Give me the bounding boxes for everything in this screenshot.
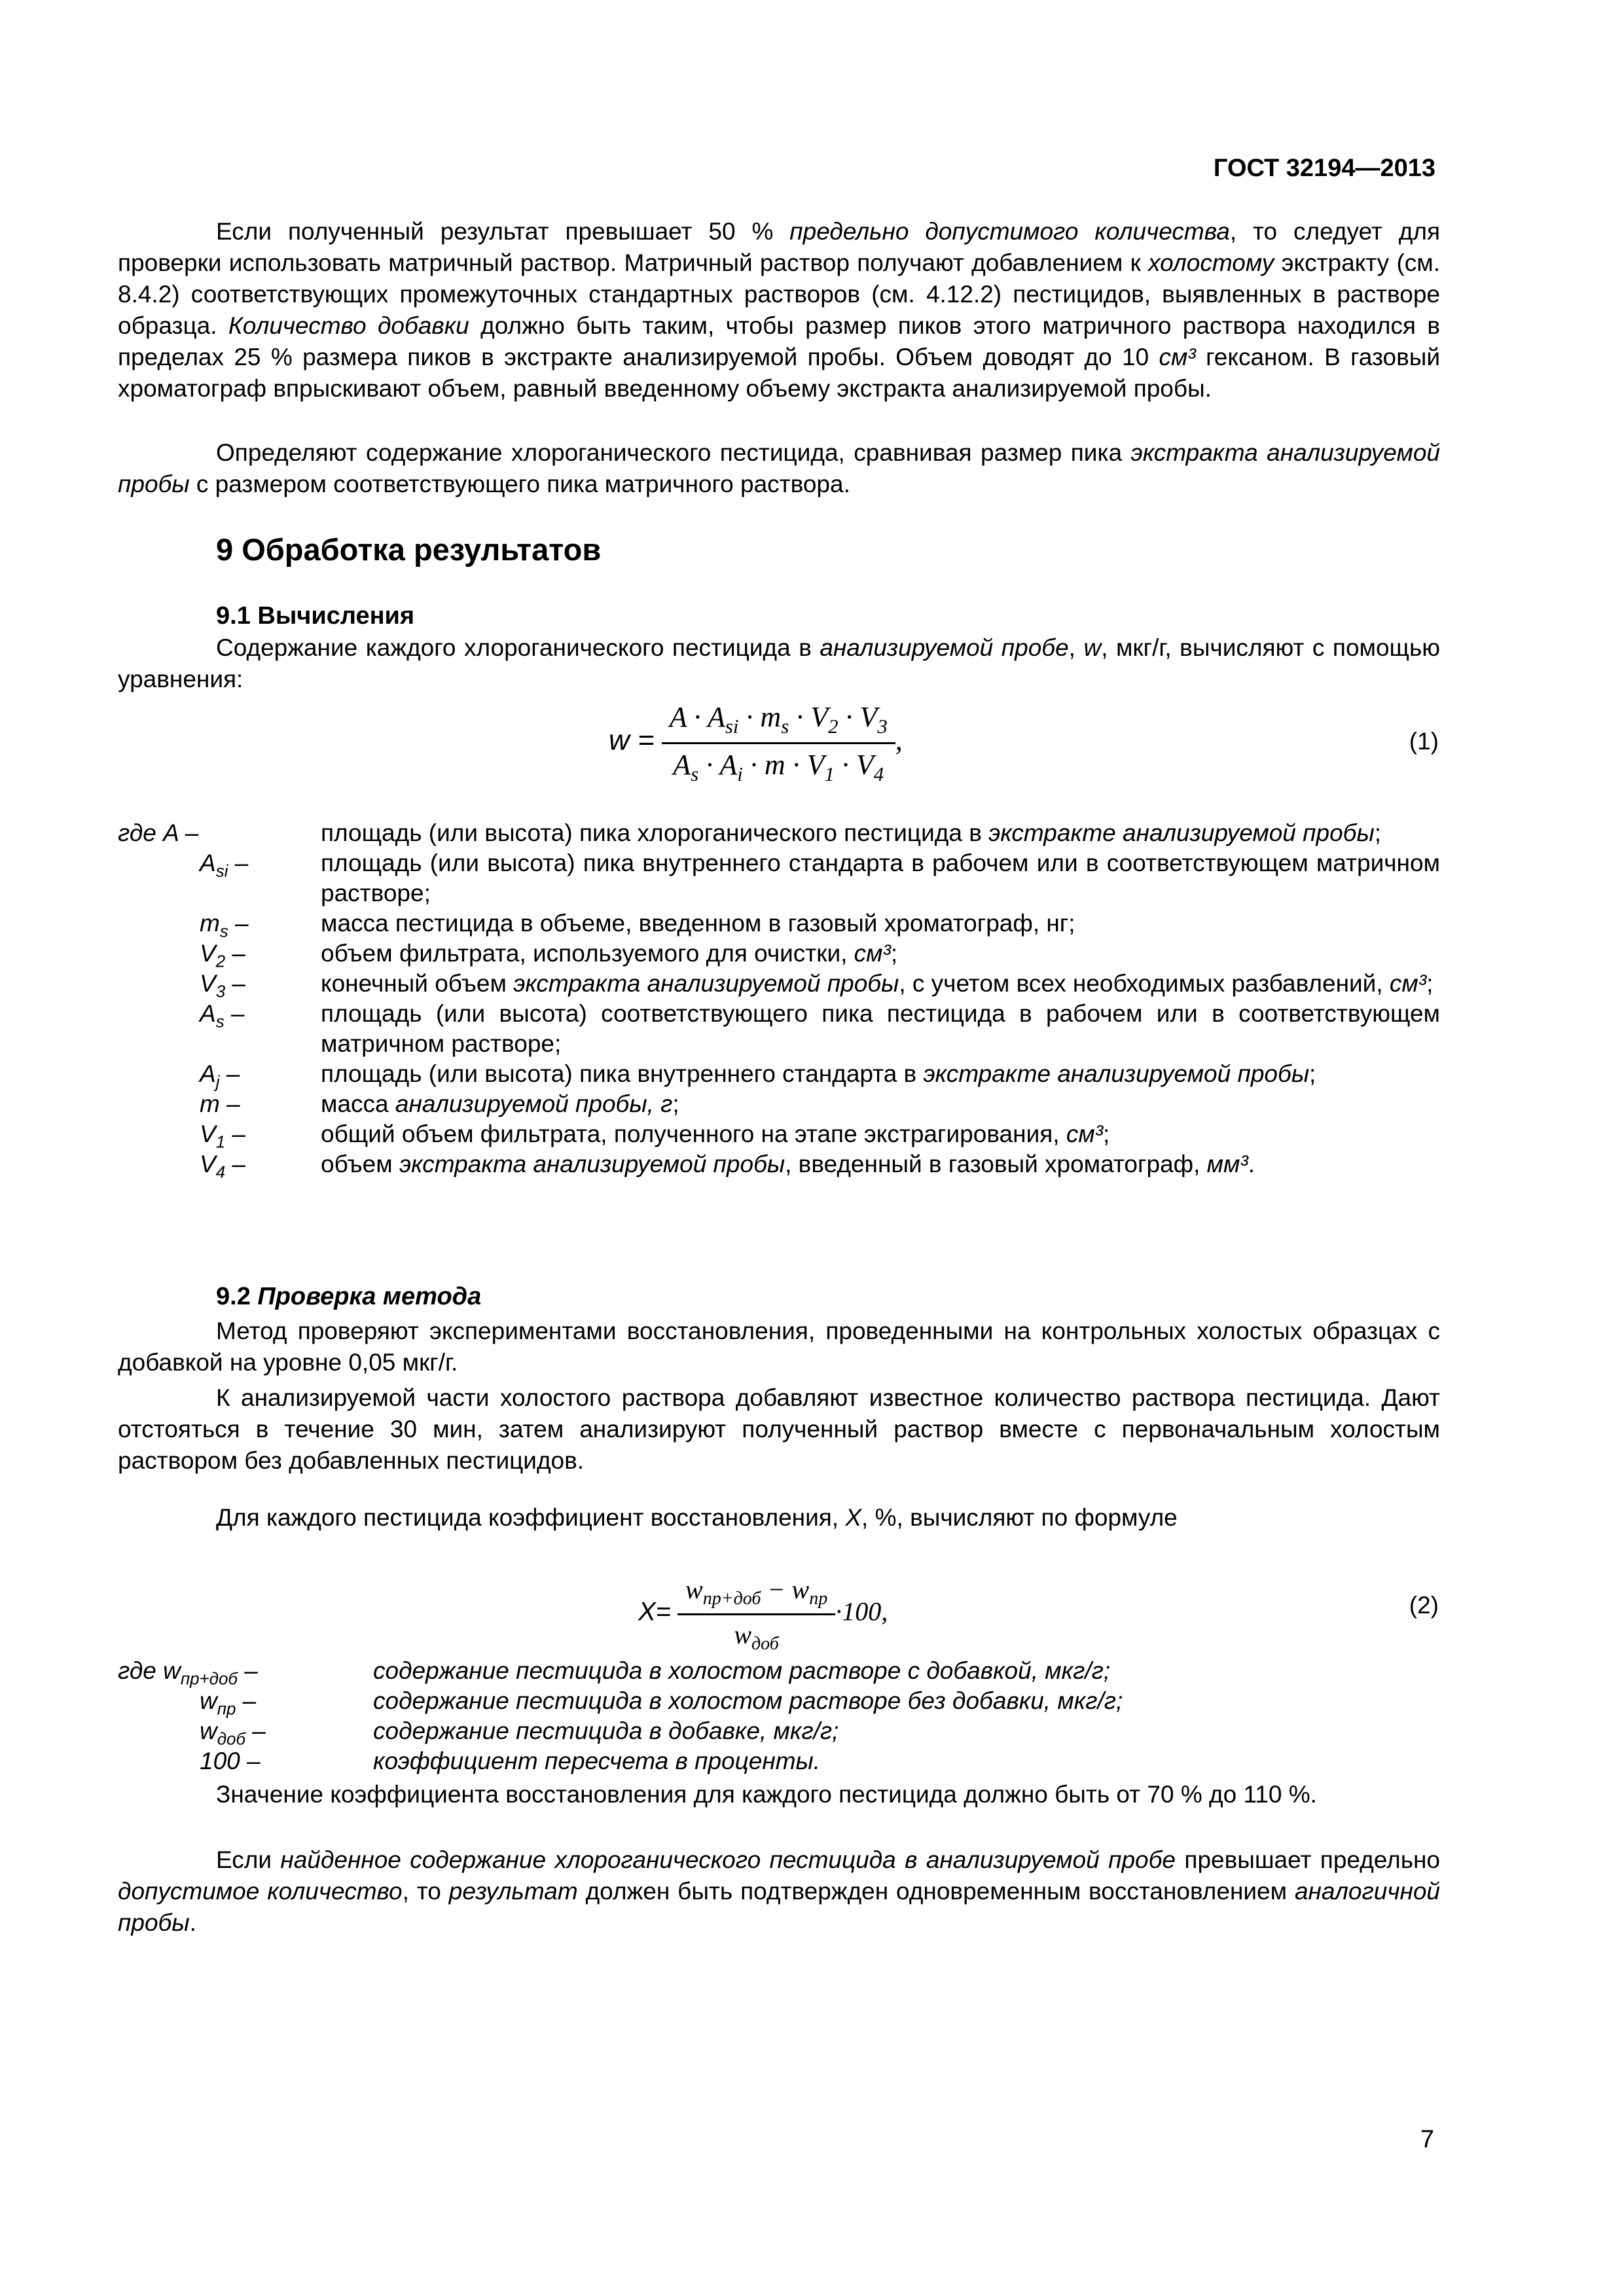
definition-text: объем экстракта анализируемой пробы, введенный в газовый хроматограф, мм³. [321,1151,1255,1177]
section-heading: 9 Обработка результатов [216,532,602,567]
definition-text: площадь (или высота) пика внутреннего стандарта в рабочем или в соответствующем матричном растворе; [321,850,1440,906]
definition-row [118,908,1440,939]
definition-symbol: $w_{доб}$ – [200,1717,266,1749]
definition-row [118,1089,1440,1119]
definition-row [118,848,1440,908]
definition-symbol: $A_{si}$ – [200,850,249,881]
formula-2: X= $\frac{w_{пр+доб} - w_{пр}}{w_{доб}}$ ·100, [638,1575,888,1654]
definition-symbol: $A_s$ – [200,1000,245,1031]
paragraph-matrix-solution: Если полученный результат превышает 50 % предельно допустимого количества, то следует для проверки использовать матричный раствор. Матричный раствор получают добавлением к холостому экстракту (см. 8.4.2) соответствующих промежуточных стандартных растворов (см. 4.12.2) пестицидов, выявленных в растворе образца. Количество добавки должно быть таким, чтобы размер пиков этого матричного раствора находился в пределах 25 % размера пиков в экстракте анализируемой пробы. Объем доводят до 10 см³ гексаном. В газовый хроматограф впрыскивают объем, равный введенному объему экстракта анализируемой пробы. [118,218,1440,402]
subsection-heading-calculations: 9.1 Вычисления [216,602,415,630]
definition-text: общий объем фильтрата, полученного на этапе экстрагирования, см³; [321,1121,1110,1147]
formula-2-definitions [118,1656,1440,1776]
definition-text: площадь (или высота) пика хлороганического пестицида в экстракте анализируемой пробы; [321,819,1381,846]
formula-1-number: (1) [1409,728,1439,755]
definition-row [118,999,1440,1059]
definition-symbol: 100 – [200,1748,261,1774]
formula-2-fraction [677,1574,835,1655]
definition-text: масса анализируемой пробы, г; [321,1090,679,1117]
definition-symbol: где $w_{пр+доб}$ – [118,1657,258,1689]
definition-symbol: $V_3$ – [200,970,245,1001]
definition-symbol: $A_j$ – [200,1060,240,1092]
definition-row [118,1059,1440,1092]
definition-row [118,1746,1440,1776]
definition-symbol: $m_s$ – [200,910,249,941]
standard-header: ГОСТ 32194—2013 [1213,154,1435,182]
definition-text: объем фильтрата, используемого для очистки, см³; [321,940,898,967]
definition-row [118,1149,1440,1182]
definition-row [118,1119,1440,1152]
definition-symbol: $V_4$ – [200,1151,245,1182]
formula-1-denominator: $A_s \cdot A_i \cdot m \cdot V_1 \cdot V_4$ [673,748,884,785]
definition-text: масса пестицида в объеме, введенном в газовый хроматограф, нг; [321,910,1075,937]
definition-text: площадь (или высота) пика внутреннего стандарта в экстракте анализируемой пробы; [321,1060,1316,1087]
paragraph-recovery-range: Значение коэффициента восстановления для каждого пестицида должно быть от 70 % до 110 %. [216,1781,1317,1808]
formula-1-fraction [662,700,895,786]
definition-row [118,969,1440,999]
definition-text: площадь (или высота) соответствующего пика пестицида в рабочем или в соответствующем матричном растворе; [321,1000,1440,1057]
definition-row [118,1716,1440,1749]
subsection-heading-method-check: 9.2 Проверка метода [216,1283,482,1310]
definition-text: содержание пестицида в холостом растворе с добавкой, мкг/г; [373,1657,1111,1684]
paragraph-confirmation: Если найденное содержание хлороганического пестицида в анализируемой пробе превышает предельно допустимое количество, то результат должен быть подтвержден одновременным восстановлением аналогичной пробы. [118,1846,1440,1936]
definition-symbol: m – [200,1090,240,1117]
definition-text: содержание пестицида в холостом растворе без добавки, мкг/г; [373,1687,1123,1714]
definition-text: коэффициент пересчета в проценты. [373,1748,821,1774]
paragraph-determination: Определяют содержание хлороганического пестицида, сравнивая размер пика экстракта анализируемой пробы с размером соответствующего пика матричного раствора. [118,439,1440,497]
paragraph-recovery-procedure: К анализируемой части холостого раствора добавляют известное количество раствора пестицида. Дают отстояться в течение 30 мин, затем анализируют полученный раствор вместе с первоначальным холостым раствором без добавленных пестицидов. [118,1384,1440,1474]
definition-symbol: $V_2$ – [200,940,245,971]
formula-2-numerator: $w_{пр+доб} - w_{пр}$ [677,1574,835,1615]
page-number: 7 [1420,2126,1434,2153]
formula-1-lhs: w = [609,724,655,757]
definition-row [118,1656,1440,1689]
formula-1: w = $\frac{A \cdot A_{si} \cdot m_s \cdot V_2 \cdot V_3}{A_s \cdot A_i \cdot m \cdot V_1 \cdot V_4}$ , [609,701,903,785]
formula-1-numerator: $A \cdot A_{si} \cdot m_s \cdot V_2 \cdot V_3$ [662,700,895,744]
definition-row [118,818,1440,848]
definition-row [118,1686,1440,1719]
paragraph-method-check: Метод проверяют экспериментами восстановления, проведенными на контрольных холостых образцах с добавкой на уровне 0,05 мкг/г. [118,1318,1440,1376]
definition-symbol: $V_1$ – [200,1121,245,1152]
paragraph-calculation-intro: Содержание каждого хлороганического пестицида в анализируемой пробе, w, мкг/г, вычисляют с помощью уравнения: [118,634,1441,692]
definition-row [118,939,1440,969]
formula-2-number: (2) [1409,1592,1439,1619]
definition-symbol: $w_{пр}$ – [200,1687,257,1719]
paragraph-recovery-coefficient: Для каждого пестицида коэффициент восстановления, X, %, вычисляют по формуле [216,1504,1178,1531]
definition-text: содержание пестицида в добавке, мкг/г; [373,1717,839,1744]
formula-2-denominator: $w_{доб}$ [734,1620,779,1654]
definition-text: конечный объем экстракта анализируемой пробы, с учетом всех необходимых разбавлений, см³; [321,970,1434,997]
formula-1-definitions [118,818,1440,1182]
definition-symbol: где A – [118,819,199,846]
